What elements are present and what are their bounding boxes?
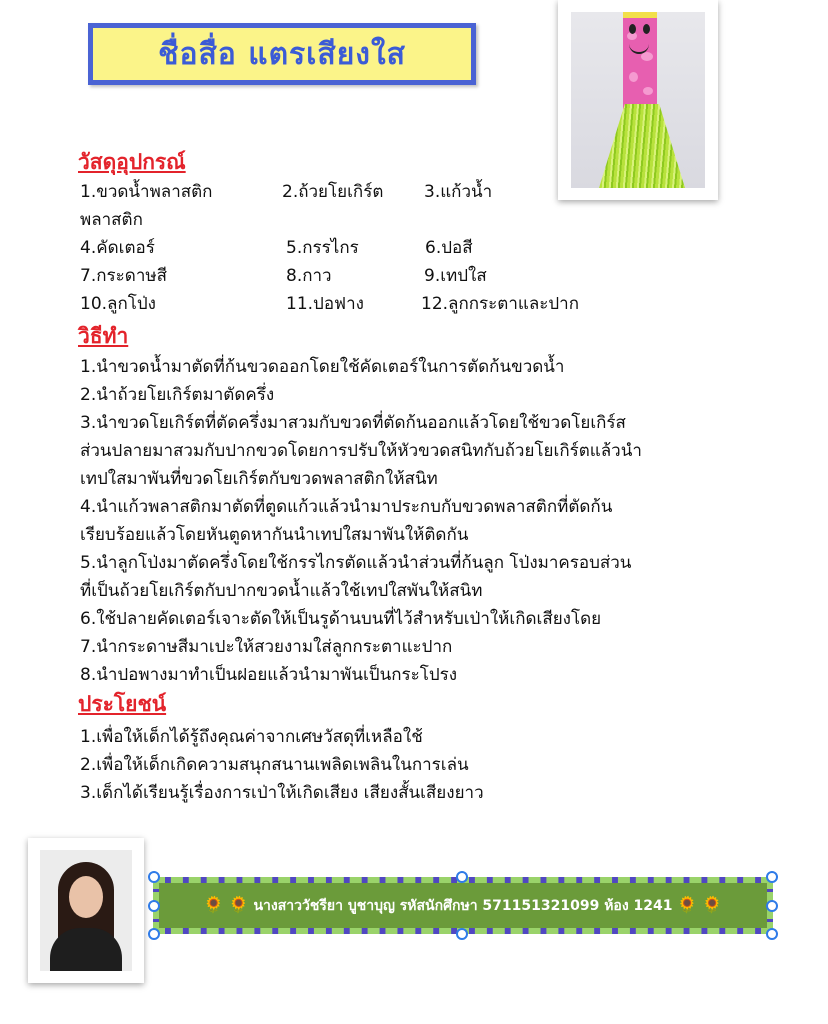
page-title: ชื่อสื่อ แตรเสียงใส <box>158 36 406 72</box>
benefit-line: 1.เพื่อให้เด็กได้รู้ถึงคุณค่าจากเศษวัสดุที่เหลือใช้ <box>80 727 423 747</box>
banner-text: นางสาววัชรียา บูชาบุญ รหัสนักศึกษา 571151321099 ห้อง 1241 <box>253 897 673 914</box>
method-line: 1.นำขวดน้ำมาตัดที่ก้นขวดออกโดยใช้คัดเตอร์ในการตัดก้นขวดน้ำ <box>80 357 565 377</box>
resize-handle[interactable] <box>148 900 160 912</box>
material-item: 8.กาว <box>286 266 332 286</box>
sunflower-icon: 🌻 <box>203 894 224 914</box>
sunflower-icon: 🌻 <box>702 894 723 914</box>
material-item: 6.ปอสี <box>425 238 473 258</box>
material-item: 2.ถ้วยโยเกิร์ต <box>282 182 384 202</box>
resize-handle[interactable] <box>766 871 778 883</box>
straw-skirt <box>599 104 685 188</box>
method-line: 5.นำลูกโป่งมาตัดครึ่งโดยใช้กรรไกรตัดแล้วนำส่วนที่ก้นลูก โป่งมาครอบส่วน <box>80 553 632 573</box>
method-line: ส่วนปลายมาสวมกับปากขวดโดยการปรับให้หัวขวดสนิทกับถ้วยโยเกิร์ตแล้วนำ <box>80 441 642 461</box>
product-photo-image <box>571 12 705 188</box>
method-line: 2.นำถ้วยโยเกิร์ตมาตัดครึ่ง <box>80 385 275 405</box>
title-box <box>88 23 476 85</box>
resize-handle[interactable] <box>766 928 778 940</box>
author-banner[interactable] <box>153 877 773 934</box>
benefit-line: 2.เพื่อให้เด็กเกิดความสนุกสนานเพลิดเพลินในการเล่น <box>80 755 469 775</box>
material-item: 9.เทปใส <box>424 266 487 286</box>
material-item: 7.กระดาษสี <box>80 266 167 286</box>
resize-handle[interactable] <box>766 900 778 912</box>
material-item: 10.ลูกโป่ง <box>80 294 156 314</box>
trumpet-mouthpiece <box>623 12 657 18</box>
material-item: 4.คัดเตอร์ <box>80 238 155 258</box>
banner-content <box>204 895 722 917</box>
method-line: 8.นำปอพางมาทำเป็นฝอยแล้วนำมาพันเป็นกระโปรง <box>80 665 458 685</box>
sunflower-icon: 🌻 <box>677 894 698 914</box>
material-item: 5.กรรไกร <box>286 238 359 258</box>
materials-row-1 <box>80 178 212 205</box>
material-item: 1.ขวดน้ำพลาสติก <box>80 182 213 202</box>
method-line: ที่เป็นถ้วยโยเกิร์ตกับปากขวดน้ำแล้วใช้เทปใสพันให้สนิท <box>80 581 483 601</box>
material-item-wrap: พลาสติก <box>80 210 143 230</box>
method-line: 7.นำกระดาษสีมาเปะให้สวยงามใส่ลูกกระตาแะปาก <box>80 637 453 657</box>
sunflower-icon: 🌻 <box>228 894 249 914</box>
material-item: 12.ลูกกระตาและปาก <box>421 294 580 314</box>
author-photo-image <box>40 850 132 971</box>
method-line: เทปใสมาพันที่ขวดโยเกิร์ตกับขวดพลาสติกให้สนิท <box>80 469 438 489</box>
author-photo <box>28 838 144 983</box>
benefit-line: 3.เด็กได้เรียนรู้เรื่องการเป่าให้เกิดเสียง เสียงสั้นเสียงยาว <box>80 783 484 803</box>
resize-handle[interactable] <box>456 871 468 883</box>
product-photo <box>558 0 718 200</box>
material-item: 11.ปอฟาง <box>286 294 364 314</box>
resize-handle[interactable] <box>456 928 468 940</box>
method-line: เรียบร้อยแล้วโดยหันตูดหากันนำเทปใสมาพันให้ติดกัน <box>80 525 469 545</box>
method-line: 6.ใช้ปลายคัดเตอร์เจาะตัดให้เป็นรูด้านบนที่ไว้สำหรับเป่าให้เกิดเสียงโดย <box>80 609 602 629</box>
eye-right <box>643 24 650 34</box>
method-heading: วิธีทำ <box>78 324 129 348</box>
material-item: 3.แก้วน้ำ <box>424 182 493 202</box>
materials-heading: วัสดุอุปกรณ์ <box>78 150 186 174</box>
resize-handle[interactable] <box>148 871 160 883</box>
method-line: 3.นำขวดโยเกิร์ตที่ตัดครึ่งมาสวมกับขวดที่ตัดก้นออกแล้วโดยใช้ขวดโยเกิร์ส <box>80 413 626 433</box>
resize-handle[interactable] <box>148 928 160 940</box>
method-line: 4.นำแก้วพลาสติกมาตัดที่ตูดแก้วแล้วนำมาประกบกับขวดพลาสติกที่ตัดก้น <box>80 497 613 517</box>
trumpet-tube <box>623 12 657 110</box>
eye-left <box>629 24 636 34</box>
benefits-heading: ประโยชน์ <box>78 692 167 716</box>
